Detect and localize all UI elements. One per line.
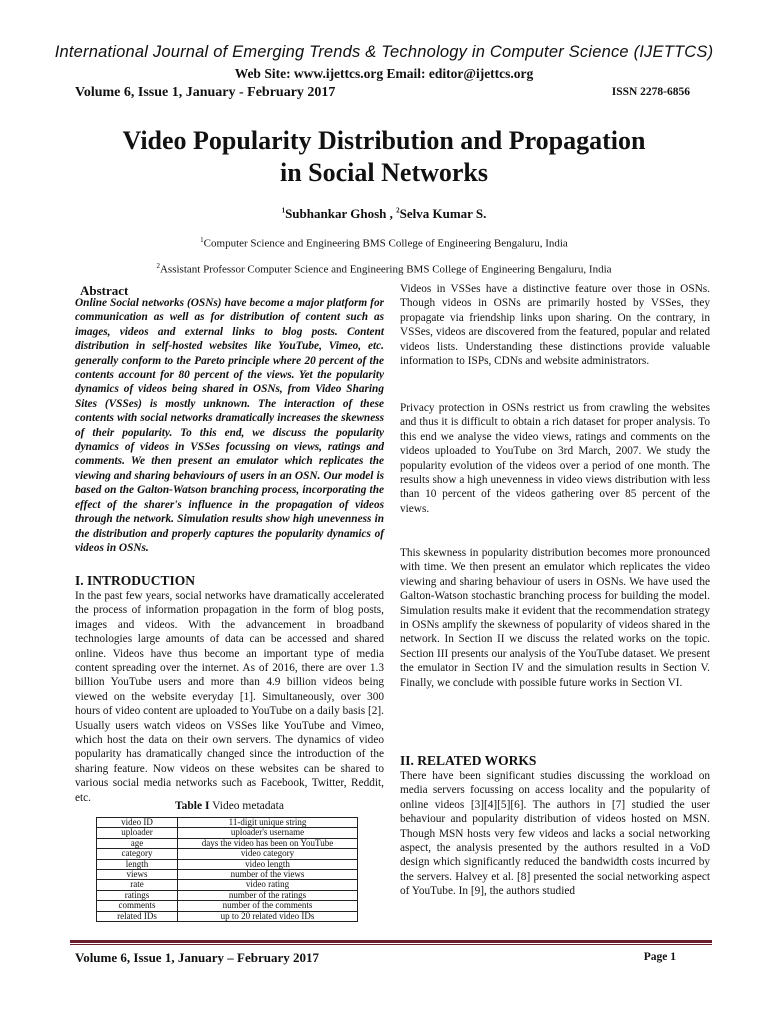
table-cell-field: comments: [97, 901, 178, 911]
table-cell-description: number of the ratings: [178, 890, 358, 900]
table-cell-field: ratings: [97, 890, 178, 900]
aff1-sup: 1: [200, 236, 204, 244]
aff2-sup: 2: [156, 262, 160, 270]
table-row: [97, 849, 358, 859]
abstract-text: Online Social networks (OSNs) have become a major platform for communication as well as for distribution of content such as images, videos and external links to blog posts. Content distribution in self-hosted websites like YouTube, Vimeo, etc. generally conform to the Pareto principle where 20 percent of the contents account for 80 percent of the views. Yet the popularity dynamics of videos being shared in OSNs, from Video Sharing Sites (VSSes) is mostly unknown. The interaction of these contents with social networks dramatically increases the skewness of their popularity. To this end, we discuss the popularity dynamics of videos in VSSes focussing on views, ratings and comments. We then present an emulator which replicates the viewing and sharing behaviours of users in an OSN. Our model is based on the Galton-Watson branching process, incorporating the effect of the sharer's influence in the propagation of videos through the network. Simulation results show high unevenness in the distribution and properly captures the popularity dynamics of videos in OSNs.: [75, 297, 384, 554]
table-caption-label: Table I: [175, 800, 210, 812]
affiliation-2: [0, 262, 768, 276]
table-cell-field: views: [97, 870, 178, 880]
table-row: [97, 828, 358, 838]
footer-rule-thick: [70, 940, 712, 943]
table-row: [97, 901, 358, 911]
table-cell-description: video rating: [178, 880, 358, 890]
related-works-heading: II. RELATED WORKS: [400, 753, 537, 768]
introduction-text: In the past few years, social networks have dramatically accelerated the process of information propagation in the form of blog posts, images and videos. With the advancement in broadband technologies large amounts of data can be accessed and shared online. Videos have thus become an important type of media content spreading over the internet. As of 2016, there are over 1.3 billion YouTube users and more than 4.9 billion videos being viewed on the website everyday [1]. Simultaneously, over 300 hours of video content are uploaded to YouTube on a daily basis [2]. Usually users watch videos on VSSes like YouTube and Vimeo, which host the data on their own servers. The dynamics of video popularity has dramatically changed since the introduction of the sharing feature. Now videos on these websites can be shared to various social media networks such as Facebook, Twitter, Reddit, etc.: [75, 590, 384, 804]
table-cell-description: number of the comments: [178, 901, 358, 911]
abstract-heading: Abstract: [80, 283, 129, 298]
journal-website: Web Site: www.ijettcs.org Email: editor@ijettcs.org: [234, 66, 534, 81]
table-cell-field: age: [97, 838, 178, 848]
table-row: [97, 859, 358, 869]
paper-title: [0, 125, 768, 189]
author2-sup: 2: [396, 206, 400, 215]
related-works-text: There have been significant studies discussing the workload on media servers focussing on access locality and the popularity of online videos [3][4][5][6]. The authors in [7] studied the user behaviour and popularity distribution of videos hosted on MSN. Though MSN hosts very few videos and lacks a social networking aspect, the analysis presented by the authors resulted in a VoD design which significantly reduced the bandwidth costs incurred by the servers. Halvey et al. [8] presented the social networking aspect of YouTube. In [9], the authors studied: [400, 770, 710, 898]
table-cell-description: days the video has been on YouTube: [178, 838, 358, 848]
table-row: [97, 818, 358, 828]
table-row: [97, 838, 358, 848]
table-row: [97, 880, 358, 890]
table-cell-description: number of the views: [178, 870, 358, 880]
right-paragraph-2: Privacy protection in OSNs restrict us from crawling the websites and thus it is difficult to obtain a rich dataset for proper analysis. To this end we analyse the video views, ratings and comments on the videos uploaded to YouTube on 3rd March, 2007. We study the popularity evolution of the videos over a period of one month. The results show a high unevenness in video views distribution with less than 10 percent of the videos gathering over 85 percent of the views.: [400, 402, 710, 515]
table-row: [97, 870, 358, 880]
footer-volume: Volume 6, Issue 1, January – February 2017: [75, 950, 320, 965]
table-row: [97, 890, 358, 900]
table-cell-description: uploader's username: [178, 828, 358, 838]
table-cell-description: video category: [178, 849, 358, 859]
table-caption-text: Video metadata: [209, 800, 284, 812]
aff2-text: Assistant Professor Computer Science and Engineering BMS College of Engineering Bengaluru, India: [159, 263, 612, 276]
journal-name: International Journal of Emerging Trends & Technology in Computer Science (IJETTCS): [54, 43, 714, 61]
table-row: [97, 911, 358, 921]
right-paragraph-3: This skewness in popularity distribution becomes more pronounced with time. We then present an emulator which replicates the video viewing and sharing behaviour of users in OSNs. We have used the Galton-Watson stochastic branching process for building the model. Simulation results make it evident that the recommendation strategy in OSNs amplify the skewness of popularity of videos shared in the network. In Section II we discuss the related works on the topic. Section III presents our analysis of the YouTube dataset. We present the emulator in Section IV and the simulation results in Section V. Finally, we conclude with possible future works in Section VI.: [400, 547, 710, 689]
table-cell-description: up to 20 related video IDs: [178, 911, 358, 921]
author-2: Selva Kumar S.: [399, 206, 487, 221]
affiliation-1: [0, 236, 768, 250]
table-cell-description: 11-digit unique string: [178, 818, 358, 828]
header-volume: Volume 6, Issue 1, January - February 2017: [75, 85, 336, 100]
footer-rule-thin: [70, 944, 712, 945]
author-list: [0, 206, 768, 222]
table-cell-field: length: [97, 859, 178, 869]
introduction-heading: I. INTRODUCTION: [75, 573, 196, 588]
table-cell-field: rate: [97, 880, 178, 890]
table-cell-description: video length: [178, 859, 358, 869]
table-cell-field: category: [97, 849, 178, 859]
header-issn: ISSN 2278-6856: [611, 86, 690, 98]
aff1-text: Computer Science and Engineering BMS College of Engineering Bengaluru, India: [203, 237, 568, 250]
right-paragraph-1: Videos in VSSes have a distinctive feature over those in OSNs. Though videos in OSNs are primarily hosted by VSSes, they propagate via friendship links upon sharing. On the contrary, in VSSes, videos are discovered from the featured, popular and related videos lists. Understanding these distinctions provide valuable information to ISPs, CDNs and website administrators.: [400, 283, 710, 368]
title-line-2: in Social Networks: [280, 158, 488, 187]
video-metadata-table: [96, 817, 358, 922]
title-line-1: Video Popularity Distribution and Propagation: [122, 126, 646, 155]
table-cell-field: video ID: [97, 818, 178, 828]
author1-sup: 1: [281, 206, 286, 215]
page-number: Page 1: [643, 951, 676, 963]
table-cell-field: related IDs: [97, 911, 178, 921]
table-caption: [75, 800, 384, 812]
author-1: Subhankar Ghosh ,: [285, 206, 397, 221]
table-cell-field: uploader: [97, 828, 178, 838]
